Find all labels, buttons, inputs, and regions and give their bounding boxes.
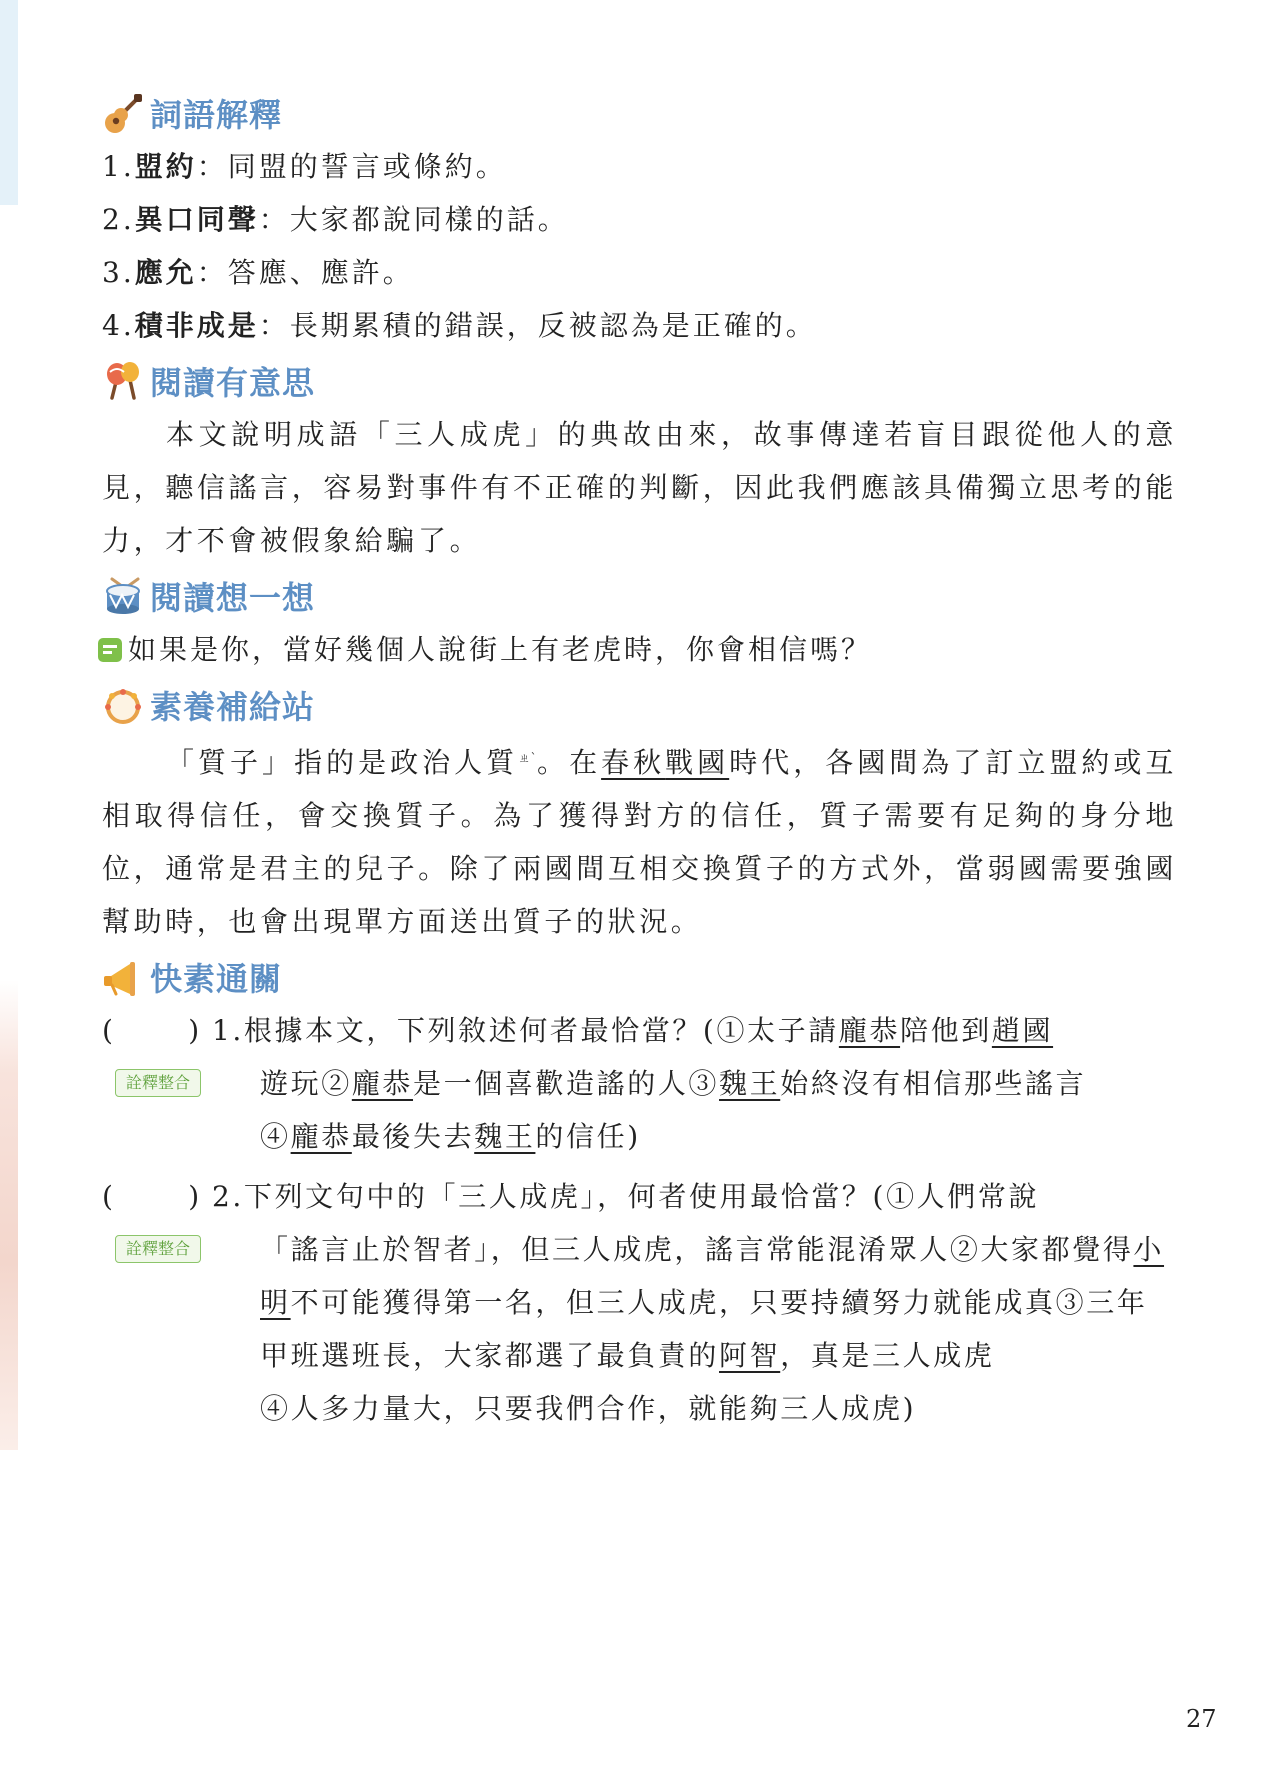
answer-blank[interactable]: ( ) <box>102 1180 202 1213</box>
proper-noun: 春秋 <box>601 746 666 779</box>
proper-noun: 戰國 <box>665 746 730 779</box>
edge-tab-top <box>0 0 18 205</box>
question-icon <box>98 638 122 662</box>
section-title: 閱讀想一想 <box>150 579 316 617</box>
guitar-icon <box>102 92 144 134</box>
megaphone-icon <box>102 956 144 998</box>
vocab-definition: 大家都說同樣的話。 <box>289 203 569 236</box>
vocab-definition: 長期累積的錯誤，反被認為是正確的。 <box>289 309 817 342</box>
zhuyin-annotation: ㄓˋ <box>518 751 538 765</box>
vocab-definition: 答應、應許。 <box>227 256 414 289</box>
drum-icon <box>102 575 144 617</box>
quiz-question-1: 詮釋整合 ( ) 1.根據本文，下列敘述何者最恰當？(①太子請龐恭陪他到趙國 遊玩②龐恭是一個喜歡造謠的人③魏王始終沒有相信那些謠言 ④龐恭最後失去魏王的信任) <box>102 1004 1177 1163</box>
vocab-item: 3.應允：答應、應許。 <box>102 256 414 289</box>
vocab-term: 積非成是 <box>134 309 259 342</box>
vocab-term: 盟約 <box>134 150 197 183</box>
section-title: 閱讀有意思 <box>150 364 316 402</box>
section-title: 素養補給站 <box>150 688 316 726</box>
answer-blank[interactable]: ( ) <box>102 1014 202 1047</box>
quiz-question-2: 詮釋整合 ( ) 2.下列文句中的「三人成虎」，何者使用最恰當？(①人們常說 「謠言止於智者」，但三人成虎，謠言常能混淆眾人②大家都覺得小明不可能獲得第一名，但三人成虎，只要持續努力就能成真③三年甲班選班長，大家都選了最負責的阿智，真是三人成虎 ④人多力量大，只要我們合作，就能夠三人成虎) <box>102 1170 1177 1435</box>
page-number: 27 <box>1186 1705 1217 1733</box>
section-heading-supplement <box>102 680 1177 730</box>
skill-tag: 詮釋整合 <box>115 1235 201 1263</box>
vocab-item: 4.積非成是：長期累積的錯誤，反被認為是正確的。 <box>102 309 817 342</box>
section-heading-interesting <box>102 356 1177 406</box>
page-content <box>102 88 1177 1442</box>
supplement-paragraph: 「質子」指的是政治人質$^{ㄓˋ}$。在春秋戰國時代，各國間為了訂立盟約或互相取得信任，會交換質子。為了獲得對方的信任，質子需要有足夠的身分地位，通常是君主的兒子。除了兩國間互相交換質子的方式外，當弱國需要強國幫助時，也會出現單方面送出質子的狀況。 <box>102 746 1178 938</box>
vocab-term: 異口同聲 <box>134 203 259 236</box>
skill-tag: 詮釋整合 <box>115 1069 201 1097</box>
think-question: 如果是你，當好幾個人說街上有老虎時，你會相信嗎？ <box>98 623 1177 676</box>
section-heading-quiz <box>102 952 1177 1002</box>
section-title: 詞語解釋 <box>150 96 283 134</box>
reading-summary: 本文說明成語「三人成虎」的典故由來，故事傳達若盲目跟從他人的意見，聽信謠言，容易對事件有不正確的判斷，因此我們應該具備獨立思考的能力，才不會被假象給騙了。 <box>102 418 1177 557</box>
section-heading-think <box>102 571 1177 621</box>
tambourine-icon <box>102 684 144 726</box>
maracas-icon <box>102 360 144 402</box>
vocab-term: 應允 <box>134 256 197 289</box>
vocab-definition: 同盟的誓言或條約。 <box>227 150 507 183</box>
section-title: 快素通關 <box>150 960 283 998</box>
section-heading-vocab <box>102 88 1177 138</box>
edge-decoration-bottom <box>0 980 18 1450</box>
vocab-item: 1.盟約：同盟的誓言或條約。 <box>102 150 507 183</box>
vocab-item: 2.異口同聲：大家都說同樣的話。 <box>102 203 569 236</box>
